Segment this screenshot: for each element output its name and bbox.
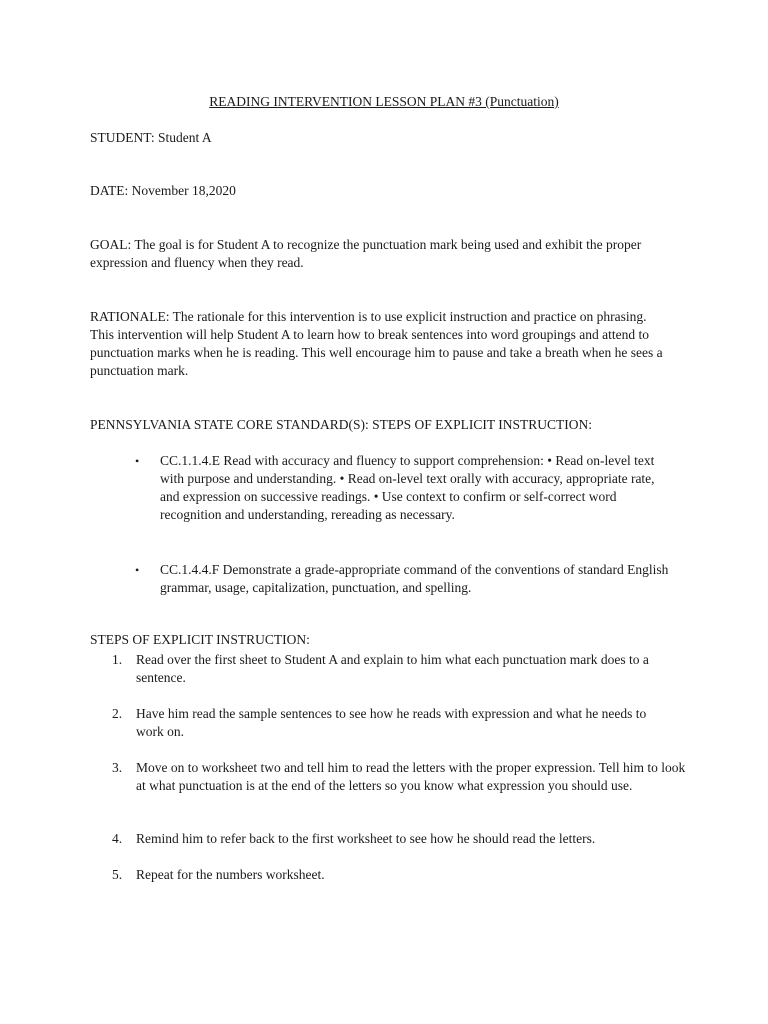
- standards-heading: PENNSYLVANIA STATE CORE STANDARD(S): STEPS OF EXPLICIT INSTRUCTION:: [90, 417, 593, 432]
- step-number: 2.: [112, 706, 123, 721]
- document-title: READING INTERVENTION LESSON PLAN #3 (Punctuation): [209, 94, 559, 109]
- bullet-icon: •: [135, 454, 140, 468]
- goal-paragraph: GOAL: The goal is for Student A to recognize the punctuation mark being used and exhibit the proper expression and fluency when they read.: [90, 237, 642, 270]
- step-number: 4.: [112, 831, 123, 846]
- standard-item: CC.1.1.4.E Read with accuracy and fluency to support comprehension: • Read on-level text with purpose and understanding. • Read on-level text orally with accuracy, appropriate rate, and expression on successive readings. • Use context to confirm or self-correct word recognition and understanding, rereading as necessary.: [160, 453, 655, 522]
- date-line: DATE: November 18,2020: [90, 183, 236, 198]
- step-text: Have him read the sample sentences to see how he reads with expression and what he needs to work on.: [136, 706, 647, 739]
- student-line: STUDENT: Student A: [90, 130, 212, 145]
- standard-item: CC.1.4.4.F Demonstrate a grade-appropriate command of the conventions of standard English grammar, usage, capitalization, punctuation, and spelling.: [160, 562, 669, 595]
- step-number: 1.: [112, 652, 123, 667]
- step-text: Remind him to refer back to the first worksheet to see how he should read the letters.: [136, 831, 596, 846]
- steps-heading: STEPS OF EXPLICIT INSTRUCTION:: [90, 632, 310, 647]
- step-number: 5.: [112, 867, 123, 882]
- rationale-paragraph: RATIONALE: The rationale for this intervention is to use explicit instruction and practice on phrasing. This intervention will help Student A to learn how to break sentences into word groupings and attend to punctuation marks when he is reading. This well encourage him to pause and take a breath when he sees a punctuation mark.: [90, 309, 663, 378]
- step-text: Repeat for the numbers worksheet.: [136, 867, 325, 882]
- bullet-icon: •: [135, 563, 140, 577]
- step-text: Read over the first sheet to Student A and explain to him what each punctuation mark does to a sentence.: [136, 652, 649, 685]
- step-number: 3.: [112, 760, 123, 775]
- step-text: Move on to worksheet two and tell him to read the letters with the proper expression. Tell him to look at what punctuation is at the end of the letters so you know what expression you should use.: [136, 760, 686, 793]
